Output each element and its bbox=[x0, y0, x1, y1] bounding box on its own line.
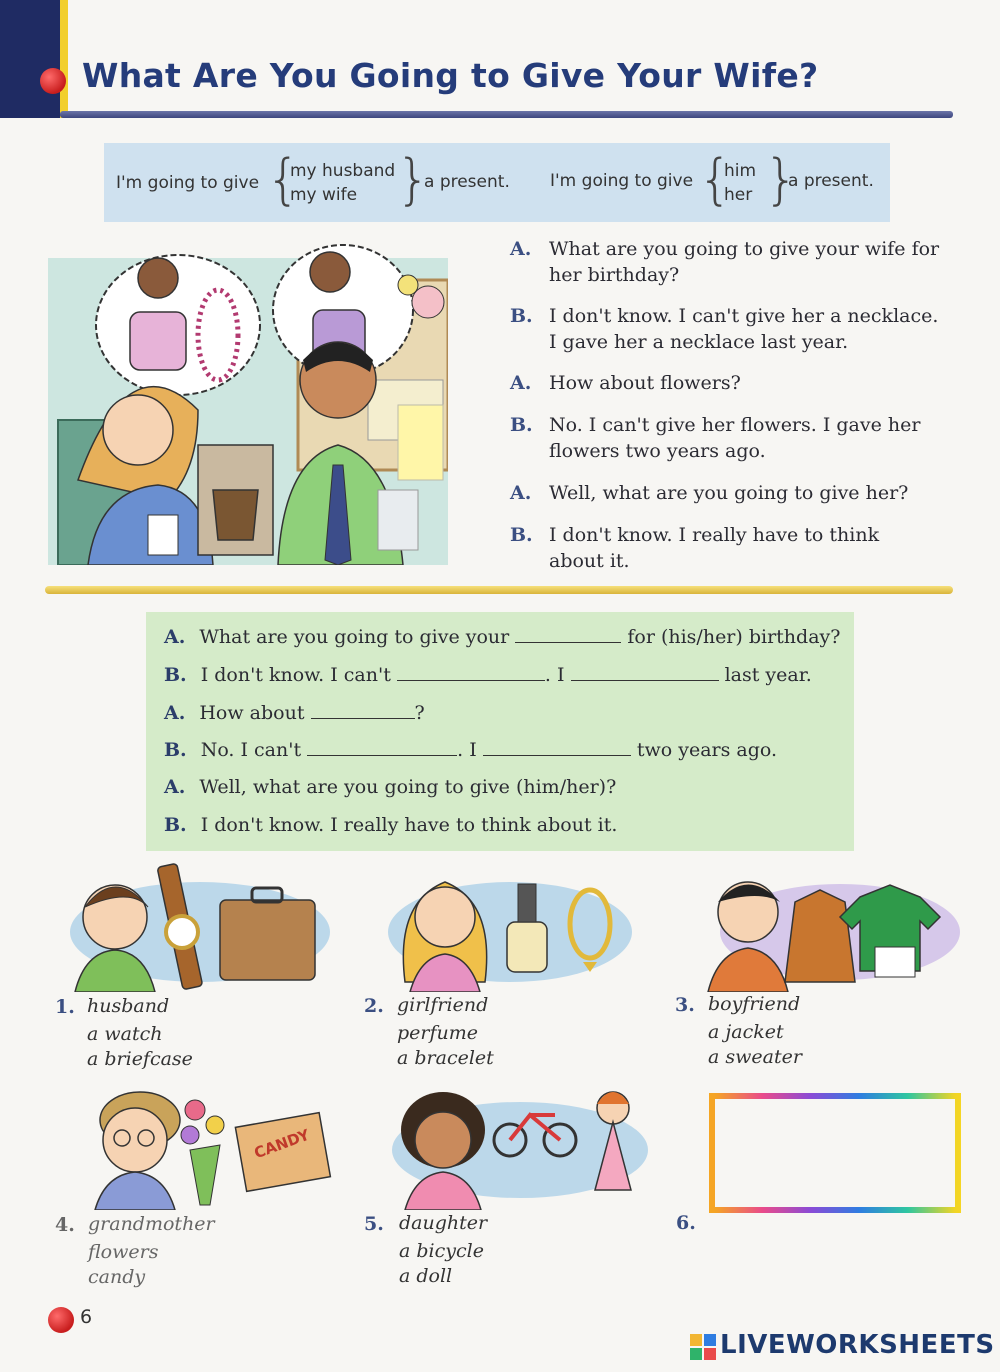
grammar-option-him: him bbox=[724, 161, 757, 181]
left-brace-icon: { bbox=[266, 148, 301, 211]
dialogue-line: about it. bbox=[549, 550, 630, 572]
blank-picture-frame bbox=[709, 1093, 961, 1213]
answer-blank[interactable] bbox=[571, 664, 719, 681]
dialogue-line: I don't know. I can't give her a necklace. bbox=[549, 305, 939, 327]
practice-text: ? bbox=[414, 702, 425, 724]
exercise-gift: a watch bbox=[87, 1023, 163, 1045]
exercise-gift: a briefcase bbox=[87, 1048, 193, 1070]
practice-speaker: A. bbox=[164, 702, 186, 724]
right-brace-icon: } bbox=[764, 148, 799, 211]
exercise-person: daughter bbox=[399, 1212, 488, 1234]
exercise-number: 6. bbox=[676, 1212, 696, 1234]
page-number: 6 bbox=[80, 1306, 93, 1328]
practice-speaker: B. bbox=[164, 664, 187, 686]
section-divider bbox=[45, 586, 953, 594]
practice-text: I don't know. I really have to think about it. bbox=[200, 814, 618, 836]
girlfriend-perfume-bracelet-illustration bbox=[385, 862, 635, 992]
grammar-option-husband: my husband bbox=[290, 161, 396, 181]
practice-text: No. I can't bbox=[200, 739, 302, 761]
grammar-left-prefix: I'm going to give bbox=[116, 173, 260, 193]
dialogue-speaker: B. bbox=[510, 414, 533, 436]
left-brace-icon: { bbox=[698, 148, 733, 211]
practice-text: Well, what are you going to give (him/her)? bbox=[199, 776, 617, 798]
dialogue-speaker: B. bbox=[510, 305, 533, 327]
exercise-person: girlfriend bbox=[397, 994, 489, 1016]
grammar-box bbox=[104, 143, 890, 222]
practice-box bbox=[146, 612, 854, 851]
corner-block bbox=[0, 0, 60, 118]
office-scene-illustration bbox=[48, 240, 448, 565]
dialogue-line: I don't know. I really have to think bbox=[549, 524, 880, 546]
practice-speaker: A. bbox=[164, 776, 186, 798]
grammar-right-prefix: I'm going to give bbox=[550, 171, 694, 191]
page-title: What Are You Going to Give Your Wife? bbox=[82, 56, 819, 95]
practice-text: last year. bbox=[724, 664, 812, 686]
exercise-gift: perfume bbox=[397, 1022, 479, 1044]
practice-text: What are you going to give your bbox=[199, 626, 510, 648]
grammar-option-wife: my wife bbox=[290, 185, 358, 205]
answer-blank[interactable] bbox=[307, 739, 457, 756]
practice-text: How about bbox=[199, 702, 305, 724]
practice-line-2 bbox=[164, 664, 812, 686]
answer-blank[interactable] bbox=[311, 702, 415, 719]
dialogue-line: her birthday? bbox=[549, 264, 680, 286]
exercise-person: boyfriend bbox=[708, 993, 801, 1015]
exercise-person: husband bbox=[87, 995, 170, 1017]
exercise-gift: a doll bbox=[399, 1265, 453, 1287]
boyfriend-jacket-sweater-illustration bbox=[700, 862, 965, 992]
liveworksheets-logo-icon bbox=[690, 1334, 716, 1360]
practice-speaker: B. bbox=[164, 814, 187, 836]
exercise-gift: a bicycle bbox=[399, 1240, 484, 1262]
dialogue-line: How about flowers? bbox=[549, 372, 741, 394]
practice-text: I don't know. I can't bbox=[200, 664, 391, 686]
answer-blank[interactable] bbox=[515, 626, 621, 643]
grammar-option-her: her bbox=[724, 185, 753, 205]
liveworksheets-watermark[interactable]: LIVEWORKSHEETS bbox=[720, 1330, 995, 1360]
exercise-number: 2. bbox=[364, 995, 384, 1017]
practice-text: for (his/her) birthday? bbox=[627, 626, 841, 648]
dialogue-line: I gave her a necklace last year. bbox=[549, 331, 849, 353]
corner-stripe bbox=[60, 0, 68, 118]
dialogue-line: What are you going to give your wife for bbox=[549, 238, 940, 260]
answer-blank[interactable] bbox=[483, 739, 631, 756]
dialogue-speaker: B. bbox=[510, 524, 533, 546]
dialogue-speaker: A. bbox=[510, 238, 532, 260]
red-bullet-icon bbox=[48, 1307, 74, 1333]
dialogue-line: Well, what are you going to give her? bbox=[549, 482, 909, 504]
exercise-gift: a jacket bbox=[708, 1021, 784, 1043]
grandmother-flowers-candy-illustration bbox=[80, 1080, 335, 1210]
dialogue-speaker: A. bbox=[510, 482, 532, 504]
practice-line-5 bbox=[164, 776, 616, 798]
right-brace-icon: } bbox=[396, 148, 431, 211]
practice-line-3 bbox=[164, 702, 425, 724]
exercise-gift: flowers bbox=[88, 1241, 159, 1263]
dialogue-speaker: A. bbox=[510, 372, 532, 394]
grammar-left-suffix: a present. bbox=[424, 172, 510, 192]
practice-text: . I bbox=[544, 664, 565, 686]
exercise-gift: candy bbox=[88, 1266, 146, 1288]
candy-box-label: CANDY bbox=[251, 1125, 312, 1163]
husband-watch-briefcase-illustration bbox=[60, 862, 330, 992]
practice-line-1 bbox=[164, 626, 840, 648]
answer-blank[interactable] bbox=[397, 664, 545, 681]
practice-text: two years ago. bbox=[636, 739, 778, 761]
title-rule bbox=[60, 111, 953, 118]
grammar-right-suffix: a present. bbox=[788, 171, 874, 191]
red-bullet-icon bbox=[40, 68, 66, 94]
daughter-bicycle-doll-illustration bbox=[385, 1080, 650, 1210]
exercise-number: 4. bbox=[55, 1214, 75, 1236]
exercise-gift: a bracelet bbox=[397, 1047, 494, 1069]
exercise-number: 3. bbox=[675, 994, 695, 1016]
practice-line-4 bbox=[164, 739, 777, 761]
exercise-person: grandmother bbox=[88, 1213, 215, 1235]
practice-text: . I bbox=[457, 739, 477, 761]
practice-line-6 bbox=[164, 814, 617, 836]
practice-speaker: B. bbox=[164, 739, 187, 761]
exercise-number: 5. bbox=[364, 1213, 384, 1235]
dialogue-line: flowers two years ago. bbox=[549, 440, 766, 462]
exercise-gift: a sweater bbox=[708, 1046, 802, 1068]
practice-speaker: A. bbox=[164, 626, 186, 648]
dialogue-line: No. I can't give her flowers. I gave her bbox=[549, 414, 921, 436]
exercise-number: 1. bbox=[55, 996, 75, 1018]
